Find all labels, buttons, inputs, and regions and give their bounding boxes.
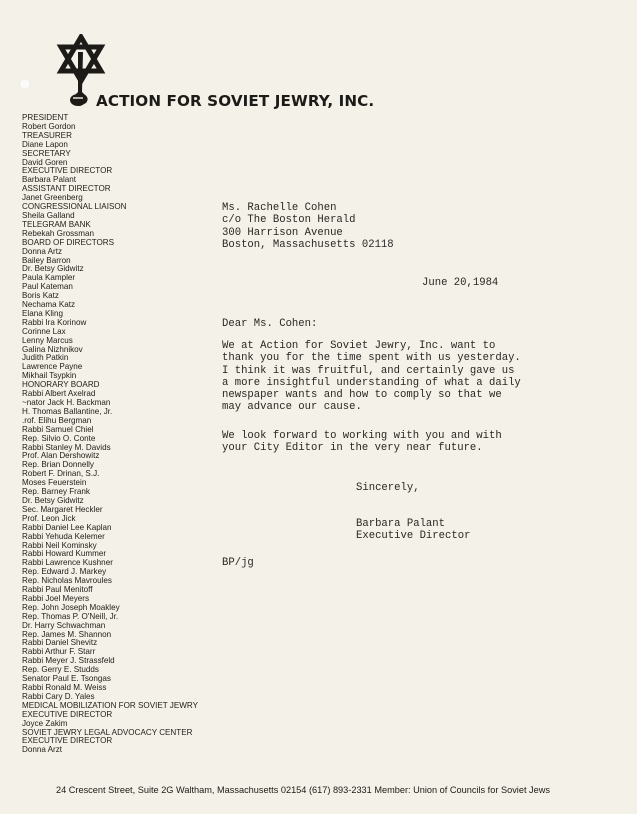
sidebar-name: Robert Gordon — [22, 121, 76, 131]
sidebar-name: Dr. Harry Schwachman — [22, 620, 106, 630]
sidebar-name: Rabbi Daniel Shevitz — [22, 638, 98, 648]
sidebar-heading: EXECUTIVE DIRECTOR — [22, 166, 113, 176]
address-line: Boston, Massachusetts 02118 — [222, 238, 394, 251]
sidebar-name: Dr. Betsy Gidwitz — [22, 495, 84, 505]
sidebar-heading: ASSISTANT DIRECTOR — [22, 184, 111, 194]
sidebar-name: Paul Kateman — [22, 282, 73, 292]
sidebar-name: Rebekah Grossman — [22, 228, 94, 238]
paragraph-line: I think it was fruitful, and certainly gave us — [222, 364, 515, 377]
sidebar-name: Bailey Barron — [22, 255, 71, 265]
sidebar-name: Prof. Alan Dershowitz — [22, 451, 100, 461]
letter-paragraph-2 — [222, 430, 502, 455]
sidebar-name: Rep. Silvio O. Conte — [22, 433, 96, 443]
sidebar-heading: SECRETARY — [22, 148, 71, 158]
sidebar-heading: TREASURER — [22, 130, 72, 140]
sidebar-name: Rabbi Albert Axelrad — [22, 389, 96, 399]
signature-line: Executive Director — [356, 530, 471, 543]
footer-address: 24 Crescent Street, Suite 2G Waltham, Massachusetts 02154 (617) 893-2331 Member: Union of Councils for Soviet Jews — [56, 785, 550, 795]
sidebar-name: Moses Feuerstein — [22, 478, 87, 488]
sidebar-name: .rof. Elihu Bergman — [22, 415, 92, 425]
address-line: c/o The Boston Herald — [222, 214, 356, 227]
address-line: Ms. Rachelle Cohen — [222, 202, 337, 214]
signature-line: Barbara Palant — [356, 518, 446, 530]
sidebar-name: Rabbi Cary D. Yales — [22, 691, 95, 701]
paragraph-line: your City Editor in the very near future. — [222, 442, 483, 455]
sidebar-name: David Goren — [22, 157, 68, 167]
sidebar-name: Diane Lapon — [22, 139, 68, 149]
sidebar-name: Mikhail Tsypkin — [22, 371, 77, 381]
reference-initials: BP/jg — [222, 557, 254, 569]
sidebar-name: Lawrence Payne — [22, 362, 83, 372]
sidebar-heading: SOVIET JEWRY LEGAL ADVOCACY CENTER — [22, 727, 193, 737]
sidebar-heading: HONORARY BOARD — [22, 380, 100, 390]
sidebar-name: Rep. Gerry E. Studds — [22, 665, 99, 675]
sidebar-name: Rabbi Daniel Lee Kaplan — [22, 522, 112, 532]
sidebar-name: Rabbi Ronald M. Weiss — [22, 683, 107, 692]
sidebar-name: Rabbi Yehuda Kelemer — [22, 531, 105, 541]
sidebar-heading: EXECUTIVE DIRECTOR — [22, 736, 113, 746]
sidebar-name: Rabbi Howard Kummer — [22, 549, 107, 559]
sidebar-name: Rep. James M. Shannon — [22, 629, 112, 639]
sidebar-name: Rep. Thomas P. O'Neill, Jr. — [22, 611, 119, 621]
sidebar-name: Barbara Palant — [22, 175, 76, 185]
sidebar-name: Rabbi Paul Menitoff — [22, 585, 93, 595]
sidebar-name: Rabbi Meyer J. Strassfeld — [22, 656, 115, 666]
sidebar-name: Donna Arzt — [22, 745, 63, 755]
sidebar-name: ~nator Jack H. Backman — [22, 398, 111, 407]
salutation: Dear Ms. Cohen: — [222, 318, 318, 330]
sidebar-name: Rep. Edward J. Markey — [22, 567, 107, 577]
officers-sidebar — [22, 113, 198, 755]
sidebar-heading: MEDICAL MOBILIZATION FOR SOVIET JEWRY — [22, 700, 198, 710]
paragraph-line: may advance our cause. — [222, 401, 362, 414]
paragraph-line: We at Action for Soviet Jewry, Inc. want to — [222, 340, 496, 352]
address-line: 300 Harrison Avenue — [222, 226, 343, 239]
sidebar-name: Dr. Betsy Gidwitz — [22, 264, 84, 274]
punch-hole — [19, 78, 31, 90]
sidebar-heading: BOARD OF DIRECTORS — [22, 237, 115, 247]
letter-paragraph-1 — [222, 340, 521, 414]
sidebar-name: Rabbi Ira Korinow — [22, 317, 87, 327]
sidebar-name: Rep. Brian Donnelly — [22, 460, 94, 470]
paragraph-line: thank you for the time spent with us yesterday. — [222, 352, 521, 365]
sidebar-heading: EXECUTIVE DIRECTOR — [22, 709, 113, 719]
sidebar-name: Sheila Galland — [22, 210, 75, 220]
sidebar-name: Janet Greenberg — [22, 193, 83, 203]
sidebar-heading: CONGRESSIONAL LIAISON — [22, 202, 127, 212]
sidebar-name: Corinne Lax — [22, 326, 66, 336]
sidebar-name: Rabbi Arthur F. Starr — [22, 647, 96, 657]
sidebar-name: H. Thomas Ballantine, Jr. — [22, 406, 113, 416]
sidebar-name: Elana Kling — [22, 308, 63, 318]
paragraph-line: We look forward to working with you and with — [222, 430, 502, 442]
letter-date: June 20,1984 — [422, 277, 499, 289]
organization-name: ACTION FOR SOVIET JEWRY, INC. — [96, 92, 375, 110]
sidebar-name: Joyce Zakim — [22, 718, 68, 728]
sidebar-name: Sec. Margaret Heckler — [22, 504, 103, 514]
sidebar-name: Rabbi Samuel Chiel — [22, 424, 94, 434]
paragraph-line: a more insightful understanding of what a daily — [222, 376, 521, 389]
sidebar-name: Prof. Leon Jick — [22, 513, 76, 523]
signature-block — [356, 518, 470, 543]
paragraph-line: newspaper wants and how to comply so that we — [222, 389, 502, 402]
sidebar-name: Robert F. Drinan, S.J. — [22, 469, 100, 479]
sidebar-name: Galina Nizhnikov — [22, 344, 83, 354]
sidebar-name: Boris Katz — [22, 291, 59, 301]
closing: Sincerely, — [356, 482, 420, 494]
sidebar-name: Rabbi Lawrence Kushner — [22, 558, 113, 568]
sidebar-name: Rep. John Joseph Moakley — [22, 602, 120, 612]
sidebar-heading: PRESIDENT — [22, 113, 69, 122]
sidebar-heading: TELEGRAM BANK — [22, 219, 91, 229]
sidebar-name: Donna Artz — [22, 246, 63, 256]
sidebar-name: Rep. Barney Frank — [22, 487, 90, 497]
sidebar-name: Nechama Katz — [22, 300, 76, 310]
sidebar-name: Judith Patkin — [22, 353, 69, 363]
sidebar-name: Rabbi Stanley M. Davids — [22, 442, 111, 452]
sidebar-name: Rep. Nicholas Mavroules — [22, 576, 112, 586]
sidebar-name: Paula Kampler — [22, 273, 76, 283]
sidebar-name: Senator Paul E. Tsongas — [22, 674, 111, 684]
sidebar-name: Lenny Marcus — [22, 335, 73, 345]
recipient-address — [222, 202, 394, 251]
sidebar-name: Rabbi Neil Kominsky — [22, 540, 97, 550]
sidebar-name: Rabbi Joel Meyers — [22, 593, 90, 603]
